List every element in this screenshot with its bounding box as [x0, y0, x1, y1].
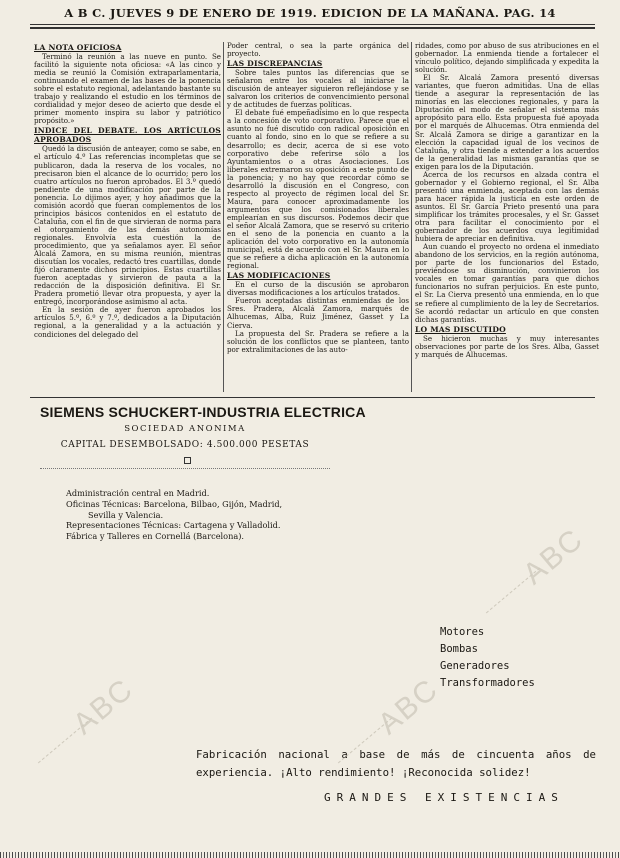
paragraph: Terminó la reunión a las nueve en punto. Se facilitó la siguiente nota oficiosa: «A las cinco y media se reunió la Comisión extraparlamentaria, continuando el examen de las bases de la ponencia sobre el estatuto regional, adelantando bastante su trabajo y realizando el estudio en los términos de cordialidad y mejor deseo de acierto que desde el primer momento inspira su labor y patriótico propósito.» — [34, 52, 221, 126]
page-header: A B C. JUEVES 9 DE ENERO DE 1919. EDICION DE LA MAÑANA. PAG. 14 — [64, 6, 556, 20]
ad-product: Transformadores — [440, 677, 535, 689]
ad-slogan: Fabricación nacional a base de más de cincuenta años de experiencia. ¡Alto rendimiento! ¡Reconocida solidez! — [196, 748, 596, 779]
paragraph: ridades, como por abuso de sus atribuciones en el gobernador. La enmienda tiende a fortalecer el vínculo político, dejando simplificada y expedita la solución. — [415, 41, 599, 75]
paragraph: Poder central, o sea la parte orgánica del proyecto. — [227, 41, 409, 59]
paragraph: Aun cuando el proyecto no ordena el inmediato abandono de los servicios, en la región autónoma, por parte de los funcionarios del Estado, previéndose su disminución, convinieron los vocales en tomar garantías para que dichos funcionarios no sufran perjuicios. En este punto, el Sr. La Cierva presentó una enmienda, en lo que se refiere al cumplimiento de la ley de Secretarios. Se acordó redactar un artículo en que consten dichas garantías. — [415, 242, 599, 324]
section-heading: LO MAS DISCUTIDO — [415, 324, 506, 334]
column-divider — [223, 42, 224, 392]
abc-watermark: ABC — [371, 672, 446, 742]
section-heading: LA NOTA OFICIOSA — [34, 43, 122, 52]
ad-products — [440, 624, 535, 692]
ad-capital: CAPITAL DESEMBOLSADO: 4.500.000 PESETAS — [60, 440, 310, 450]
paragraph: Sobre tales puntos las diferencias que se señalaron entre los vocales al iniciarse la discusión de anteayer siguieron reflejándose y se salvaron los criterios de convencimiento personal y de actitudes de fuerzas políticas. — [227, 68, 409, 110]
article-column-3 — [415, 42, 599, 359]
ad-product: Motores — [440, 626, 485, 638]
paragraph: Fueron aceptadas distintas enmiendas de los Sres. Pradera, Alcalá Zamora, marqués de Alhucemas, Alba, Ruiz Jiménez, Gasset y La Cierva. — [227, 296, 409, 330]
paragraph: La propuesta del Sr. Pradera se refiere a la solución de los conflictos que se planteen, tanto por extralimitaciones de las auto- — [227, 328, 409, 354]
page-edge-barcode — [0, 852, 620, 858]
ad-location-line: Oficinas Técnicas: Barcelona, Bilbao, Gijón, Madrid, — [66, 498, 283, 509]
ad-ornament — [184, 457, 191, 464]
ad-company-name: SIEMENS SCHUCKERT-INDUSTRIA ELECTRICA — [40, 404, 366, 420]
paragraph: Acerca de los recursos en alzada contra el gobernador y el Gobierno regional, el Sr. Alba presentó una enmienda, aceptada con las demás para hacer rápida la justicia en este orden de asuntos. El Sr. García Prieto presentó una para simplificar los trámites procesales, y el Sr. Gasset otra para facilitar el conocimiento por el gobernador de los acuerdos cuya legitimidad hubiera de apreciar en definitiva. — [415, 169, 599, 244]
watermark-dash — [486, 568, 540, 614]
ad-locations — [66, 488, 282, 542]
article-column-1 — [34, 42, 221, 339]
article-column-2 — [227, 42, 409, 354]
ad-product: Bombas — [440, 643, 478, 655]
header-rule-double — [30, 27, 595, 29]
ad-company-type: SOCIEDAD ANONIMA — [124, 424, 246, 434]
ad-stock-notice: GRANDES EXISTENCIAS — [324, 791, 564, 804]
paragraph: En el curso de la discusión se aprobaron diversas modificaciones a los artículos tratados. — [227, 280, 409, 298]
ad-location-line: Administración central en Madrid. — [66, 488, 210, 498]
header-rule — [30, 24, 595, 25]
column-divider — [411, 42, 412, 392]
paragraph: El debate fué empeñadísimo en lo que respecta a la concesión de voto corporativo. Parece que el asunto no fué discutido con radical oposición en cuanto al fondo, sino en lo que se refiere a su desarrollo; es decir, acerca de si ese voto corporativo debe referirse sólo a los Ayuntamientos o a otras Asociaciones. Los liberales extremaron su oposición a este punto de la ponencia; y no hay que recordar cómo se desarrolló la discusión en el Congreso, con respecto al proyecto de régimen local del Sr. Maura, para conocer aproximadamente los argumentos que los comisionados liberales emplearían en sus discursos. Podemos decir que el señor Alcalá Zamora, que se reservó su criterio en el seno de la ponencia en cuanto a la aplicación del voto corporativo en la autonomía municipal, está de acuerdo con el Sr. Maura en lo que se refiere a dicha aplicación en la autonomía regional. — [227, 108, 409, 271]
abc-watermark: ABC — [66, 672, 141, 742]
abc-watermark: ABC — [516, 522, 591, 592]
section-heading: LAS DISCREPANCIAS — [227, 59, 323, 69]
ad-location-line: Representaciones Técnicas: Cartagena y Valladolid. — [66, 520, 281, 531]
ad-location-line: Sevilla y Valencia. — [88, 509, 164, 520]
ad-product: Generadores — [440, 660, 510, 672]
section-heading: LAS MODIFICACIONES — [227, 271, 331, 281]
ad-dotted-rule — [40, 468, 330, 469]
advertisement-rule — [30, 397, 595, 398]
section-heading: INDICE DEL DEBATE. LOS ARTÍCULOS APROBADOS — [34, 126, 221, 145]
paragraph: Se hicieron muchas y muy interesantes observaciones por parte de los Sres. Alba, Gasset y marqués de Alhucemas. — [415, 333, 599, 359]
paragraph: Quedó la discusión de anteayer, como se sabe, en el artículo 4.º Las referencias incompletas que se publicaron, dada la reserva de los vocales, no precisaron bien el alcance de lo ocurrido; pero los cuatro artículos no fueron aprobados. El 3.º quedó pendiente de una modificación por parte de la ponencia. Lo dijimos ayer, y hoy añadimos que la comisión acordó que fueran complementos de los principios básicos contenidos en el estatuto de Cataluña, con el fin de que sirvieran de norma para el otorgamiento de las demás autonomías regionales. Envolvía esta cuestión la de procedimiento, que ya señalamos ayer. El señor Alcalá Zamora, en su misma reunión, mientras discutían los vocales, redactó tres cuartillas, donde fijó claramente dichos principios. Estas cuartillas fueron aceptadas y sirvieron de pauta a la redacción de la disposición definitiva. El Sr. Pradera prometió llevar otra propuesta, y ayer la entregó, incorporándose asimismo al acta. — [34, 144, 221, 307]
ad-location-line: Fábrica y Talleres en Cornellá (Barcelona). — [66, 531, 245, 542]
paragraph: El Sr. Alcalá Zamora presentó diversas variantes, que fueron admitidas. Una de ellas tiende a asegurar la representación de las minorías en las elecciones regionales, y para la Diputación el modo de señalar el sistema más apropósito para ello. Esta propuesta fué apoyada por el marqués de Alhucemas. Otra enmienda del Sr. Alcalá Zamora se dirige a garantizar en la elección la capacidad igual de los vecinos de Cataluña, y otra tiende a extender a los acuerdos de la generalidad las mismas garantías que se exigen para los de la Diputación. — [415, 73, 599, 171]
paragraph: En la sesión de ayer fueron aprobados los artículos 5.º, 6.º y 7.º, dedicados a la Diputación regional, a la generalidad y a la actuación y condiciones del delegado del — [34, 305, 221, 339]
watermark-dash — [38, 718, 92, 764]
